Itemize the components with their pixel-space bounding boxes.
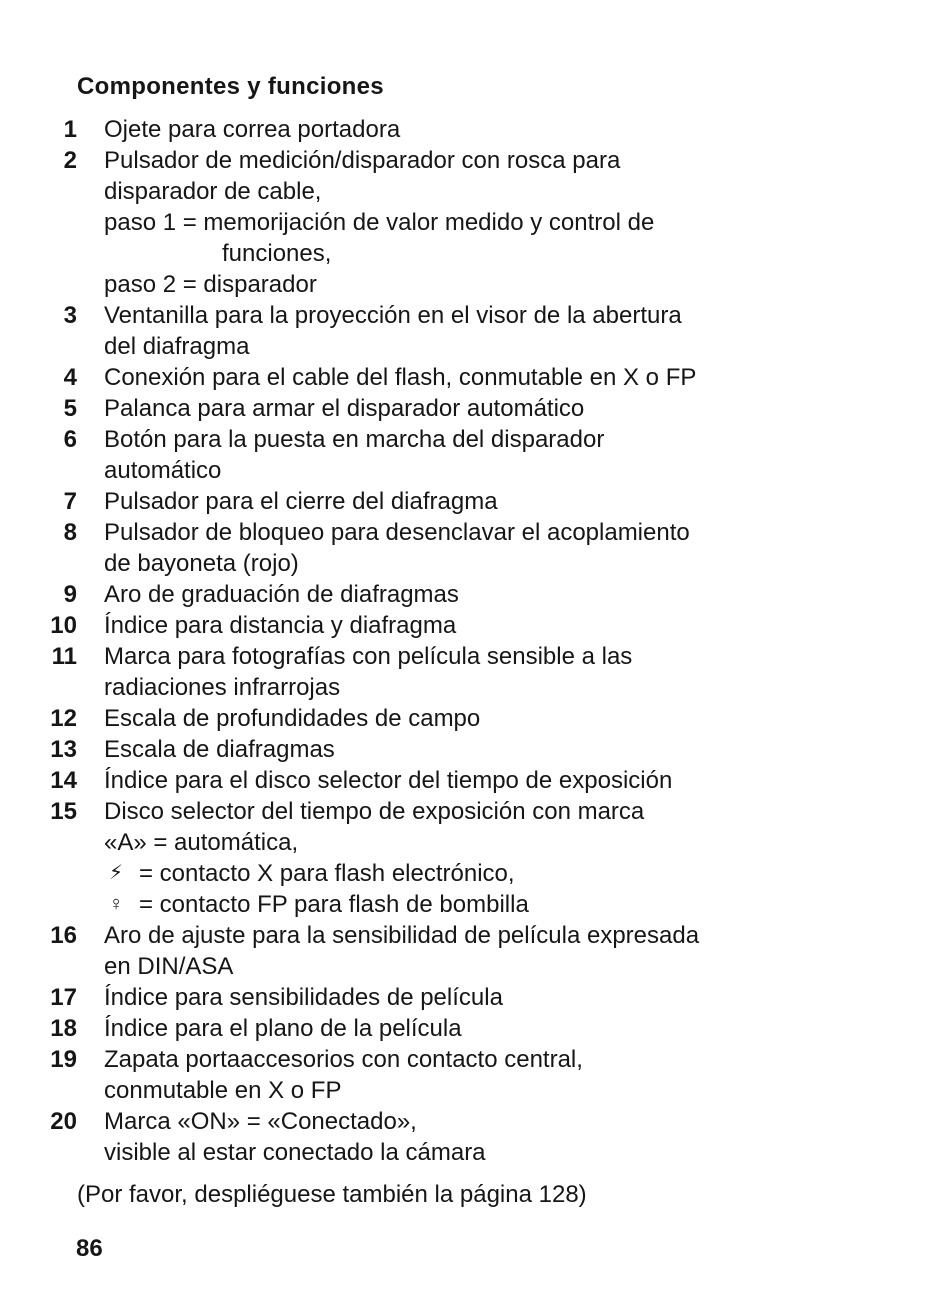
list-item bbox=[0, 517, 950, 579]
item-line: Pulsador de medición/disparador con rosca para bbox=[104, 147, 621, 174]
item-text bbox=[104, 610, 950, 641]
item-number: 14 bbox=[50, 767, 77, 794]
item-line: Botón para la puesta en marcha del disparador bbox=[104, 426, 605, 453]
list-item bbox=[0, 114, 950, 145]
list-item bbox=[0, 703, 950, 734]
list-item bbox=[0, 393, 950, 424]
item-line: funciones, bbox=[222, 240, 332, 267]
page-number: 86 bbox=[76, 1235, 103, 1262]
item-number: 13 bbox=[50, 736, 77, 763]
item-line: Escala de diafragmas bbox=[104, 736, 335, 763]
item-text bbox=[104, 1013, 950, 1044]
item-line: en DIN/ASA bbox=[104, 953, 234, 980]
item-number: 6 bbox=[63, 426, 77, 453]
item-text bbox=[104, 393, 950, 424]
item-text bbox=[104, 765, 950, 796]
list-item bbox=[0, 362, 950, 393]
list-item bbox=[0, 920, 950, 982]
component-list bbox=[0, 114, 950, 1168]
list-item bbox=[0, 1013, 950, 1044]
item-text bbox=[104, 579, 950, 610]
item-line: Marca para fotografías con película sensible a las bbox=[104, 643, 633, 670]
item-line: Pulsador para el cierre del diafragma bbox=[104, 488, 498, 515]
item-text bbox=[104, 486, 950, 517]
item-line: Índice para sensibilidades de película bbox=[104, 984, 503, 1011]
item-number: 3 bbox=[63, 302, 77, 329]
item-line: Palanca para armar el disparador automático bbox=[104, 395, 585, 422]
item-text bbox=[104, 982, 950, 1013]
item-line: Aro de graduación de diafragmas bbox=[104, 581, 459, 608]
item-line: paso 1 = memorijación de valor medido y control de bbox=[104, 209, 655, 236]
item-number: 9 bbox=[63, 581, 77, 608]
item-number: 8 bbox=[63, 519, 77, 546]
list-item bbox=[0, 734, 950, 765]
item-number: 7 bbox=[63, 488, 77, 515]
list-item bbox=[0, 486, 950, 517]
item-text bbox=[104, 145, 950, 300]
item-line: Aro de ajuste para la sensibilidad de película expresada bbox=[104, 922, 700, 949]
item-line: automático bbox=[104, 457, 222, 484]
list-item bbox=[0, 1106, 950, 1168]
item-text bbox=[104, 641, 950, 703]
symbol-line-text: = contacto FP para flash de bombilla bbox=[139, 891, 529, 918]
item-line: visible al estar conectado la cámara bbox=[104, 1139, 486, 1166]
item-line: Disco selector del tiempo de exposición con marca bbox=[104, 798, 645, 825]
item-line: Pulsador de bloqueo para desenclavar el acoplamiento bbox=[104, 519, 690, 546]
item-number: 16 bbox=[50, 922, 77, 949]
list-item bbox=[0, 982, 950, 1013]
item-number: 4 bbox=[63, 364, 77, 391]
item-text bbox=[104, 362, 950, 393]
symbol-line-flash bbox=[104, 858, 910, 889]
item-line: de bayoneta (rojo) bbox=[104, 550, 299, 577]
item-number: 10 bbox=[50, 612, 77, 639]
item-text bbox=[104, 424, 950, 486]
item-number: 18 bbox=[50, 1015, 77, 1042]
flash-icon: ⚡ bbox=[108, 862, 124, 884]
item-line: disparador de cable, bbox=[104, 178, 322, 205]
list-item bbox=[0, 641, 950, 703]
list-item bbox=[0, 300, 950, 362]
item-line: del diafragma bbox=[104, 333, 250, 360]
symbol-line-text: = contacto X para flash electrónico, bbox=[139, 860, 515, 887]
list-item bbox=[0, 796, 950, 920]
list-item bbox=[0, 145, 950, 300]
item-number: 2 bbox=[63, 147, 77, 174]
item-line: Marca «ON» = «Conectado», bbox=[104, 1108, 417, 1135]
item-line: Ojete para correa portadora bbox=[104, 116, 401, 143]
item-line: conmutable en X o FP bbox=[104, 1077, 342, 1104]
item-number: 12 bbox=[50, 705, 77, 732]
item-number: 5 bbox=[63, 395, 77, 422]
item-line: Índice para el disco selector del tiempo de exposición bbox=[104, 767, 673, 794]
footer-note: (Por favor, despliéguese también la página 128) bbox=[77, 1181, 587, 1208]
item-line: Zapata portaaccesorios con contacto central, bbox=[104, 1046, 583, 1073]
item-line: Índice para el plano de la película bbox=[104, 1015, 462, 1042]
item-text bbox=[104, 300, 950, 362]
item-number: 11 bbox=[51, 643, 77, 670]
item-number: 15 bbox=[50, 798, 77, 825]
list-item bbox=[0, 765, 950, 796]
flashbulb-icon: ♀ bbox=[108, 893, 124, 915]
item-text bbox=[104, 734, 950, 765]
item-line: Índice para distancia y diafragma bbox=[104, 612, 457, 639]
item-number: 17 bbox=[50, 984, 77, 1011]
item-text bbox=[104, 1106, 950, 1168]
item-text bbox=[104, 920, 950, 982]
item-text bbox=[104, 114, 950, 145]
symbol-line-flashbulb bbox=[104, 889, 910, 920]
item-line: Ventanilla para la proyección en el visor de la abertura bbox=[104, 302, 682, 329]
item-text bbox=[104, 517, 950, 579]
item-line: «A» = automática, bbox=[104, 829, 299, 856]
item-line: paso 2 = disparador bbox=[104, 271, 317, 298]
item-text bbox=[104, 1044, 950, 1106]
list-item bbox=[0, 610, 950, 641]
list-item bbox=[0, 424, 950, 486]
item-number: 20 bbox=[50, 1108, 77, 1135]
section-heading: Componentes y funciones bbox=[77, 73, 384, 100]
item-text bbox=[104, 796, 950, 920]
item-text bbox=[104, 703, 950, 734]
item-line: Escala de profundidades de campo bbox=[104, 705, 481, 732]
item-line: radiaciones infrarrojas bbox=[104, 674, 341, 701]
item-line: Conexión para el cable del flash, conmutable en X o FP bbox=[104, 364, 697, 391]
list-item bbox=[0, 1044, 950, 1106]
list-item bbox=[0, 579, 950, 610]
item-number: 19 bbox=[50, 1046, 77, 1073]
item-number: 1 bbox=[63, 116, 77, 143]
